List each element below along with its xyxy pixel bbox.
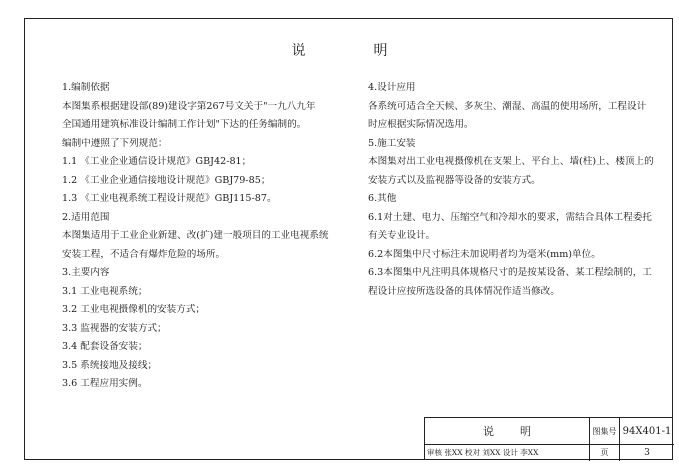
drawing-name: 说明 [425, 418, 590, 445]
atlas-number: 94X401-1 [620, 418, 674, 445]
text-line: 6.3本图集中凡注明具体规格尺寸的是按某设备、某工程绘制的，工 [368, 267, 652, 278]
left-column [62, 82, 338, 397]
text-line: 编制中遵照了下列规范： [62, 137, 168, 149]
page-label: 页 [590, 445, 620, 461]
text-line: 1.2 《工业企业通信接地设计规范》GBJ79-85； [62, 174, 271, 186]
right-column [368, 82, 664, 304]
page-title: 说明 [291, 43, 456, 59]
text-line: 1.3 《工业电视系统工程设计规范》GBJ115-87。 [62, 193, 277, 204]
text-line: 各系统可适合全天候、多灰尘、潮湿、高温的使用场所，工程设计 [368, 100, 647, 112]
text-line: 6.2本图集中尺寸标注未加说明者均为毫米(mm)单位。 [368, 248, 601, 260]
text-line: 有关专业设计。 [368, 230, 436, 241]
text-line: 本图集系根据建设部(89)建设字第267号文关于"一九八九年 [62, 100, 316, 112]
text-line: 安装方式以及监视器等设备的安装方式。 [368, 174, 541, 186]
text-line: 3.3 监视器的安装方式； [62, 322, 167, 334]
text-line: 2.适用范围 [62, 211, 110, 223]
text-line: 6.1对土建、电力、压缩空气和冷却水的要求，需结合具体工程委托 [368, 211, 652, 223]
text-line: 1.编制依据 [62, 82, 110, 93]
text-line: 3.5 系统接地及接线； [62, 359, 158, 371]
text-line: 3.1 工业电视系统； [62, 285, 148, 297]
text-line: 5.施工安装 [368, 137, 416, 149]
text-line: 3.6 工程应用实例。 [62, 378, 148, 389]
text-line: 程设计应按所选设备的具体情况作适当修改。 [368, 285, 560, 297]
page-number: 3 [644, 448, 650, 458]
text-line: 3.主要内容 [62, 267, 110, 278]
text-line: 6.其他 [368, 193, 397, 204]
title-block [424, 417, 673, 460]
text-line: 时应根据实际情况选用。 [368, 119, 474, 130]
text-line: 本图集适用于工业企业新建、改(扩)建一般项目的工业电视系统 [62, 230, 329, 241]
text-line: 1.1 《工业企业通信设计规范》GBJ42-81； [62, 156, 252, 167]
text-line: 本图集对出工业电视摄像机在支架上、平台上、墙(柱)上、楼顶上的 [368, 156, 654, 167]
text-line: 3.4 配套设备安装； [62, 341, 148, 352]
atlas-label: 图集号 [590, 418, 620, 445]
text-line: 安装工程，不适合有爆炸危险的场所。 [62, 248, 226, 260]
text-line: 全国通用建筑标准设计编制工作计划"下达的任务编制的。 [62, 119, 307, 130]
signature-row: 审核 张XX 校对 刘XX 设计 李XX [425, 445, 590, 461]
text-line: 3.2 工业电视摄像机的安装方式； [62, 304, 206, 315]
text-line: 4.设计应用 [368, 82, 416, 93]
